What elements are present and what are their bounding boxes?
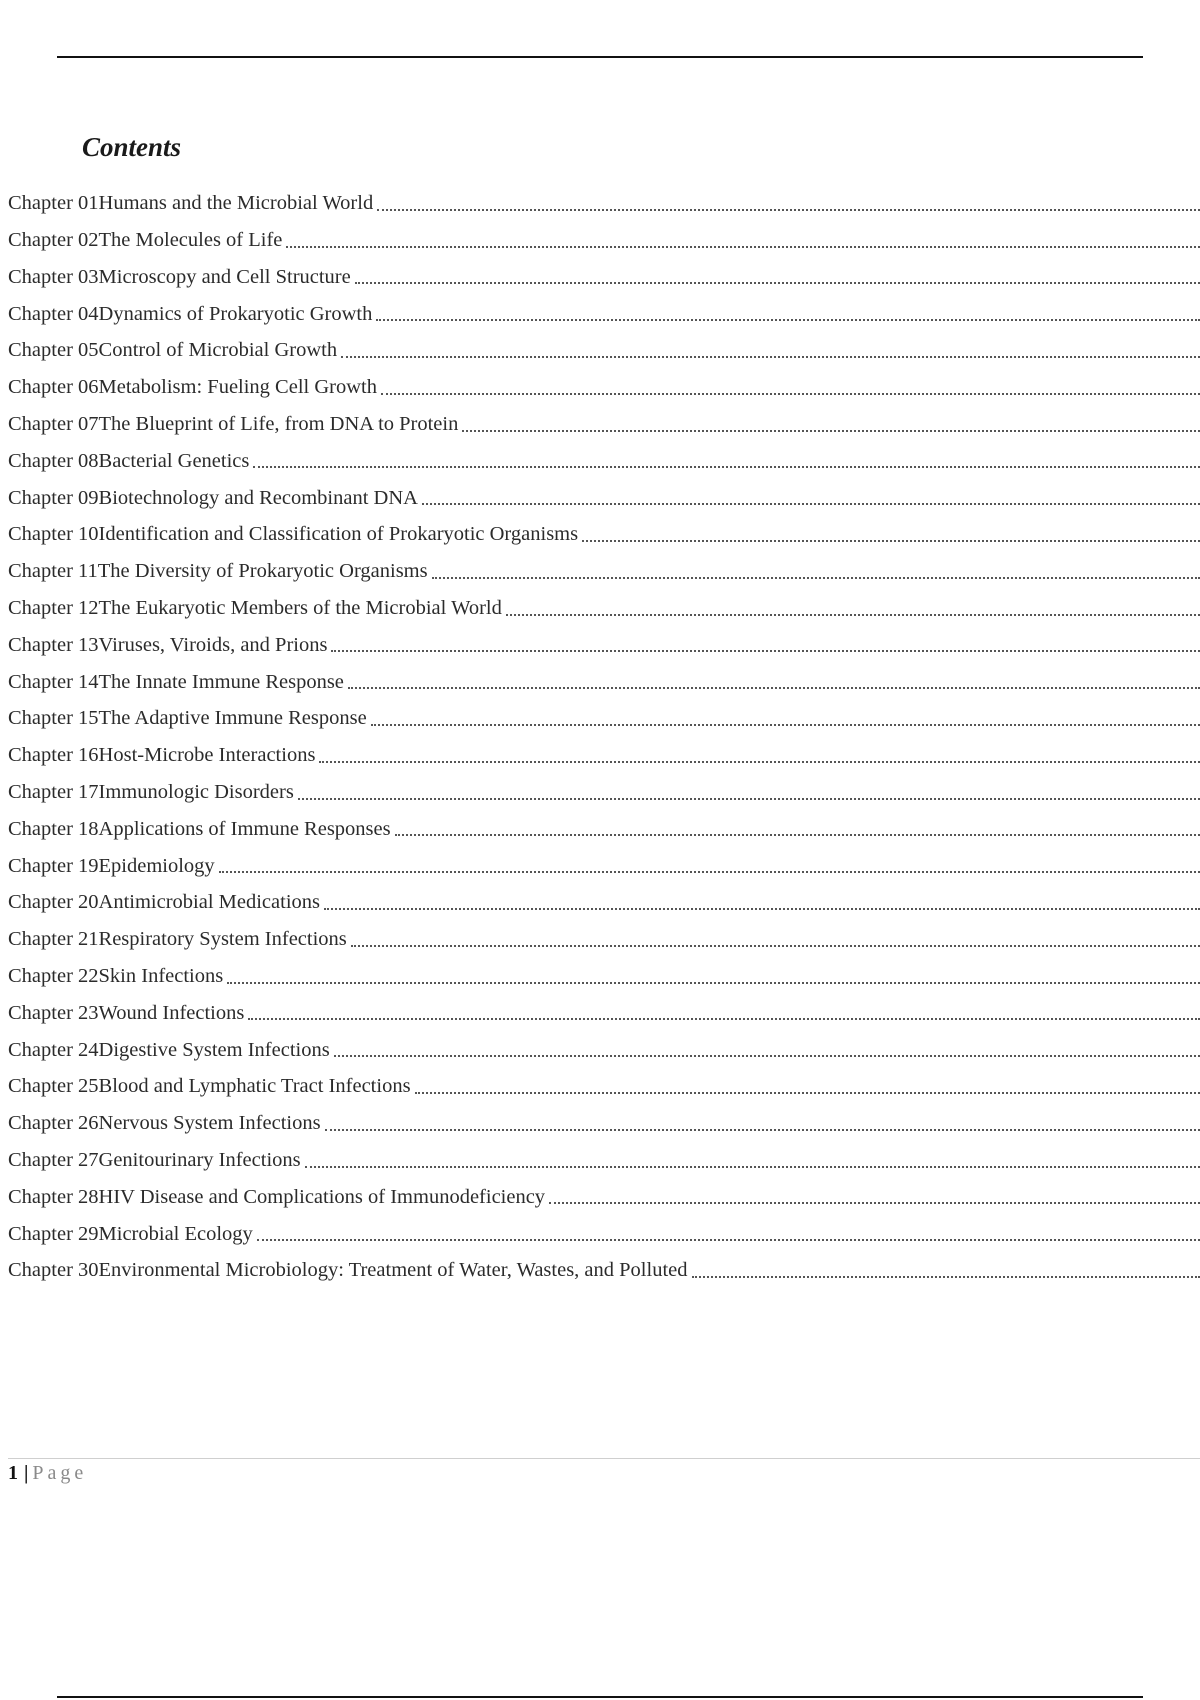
chapter-title: Immunologic Disorders	[98, 781, 294, 804]
toc-entry[interactable]	[8, 331, 1200, 368]
dot-leader	[351, 945, 1200, 947]
chapter-number: Chapter 08	[8, 449, 99, 472]
chapter-title: HIV Disease and Complications of Immunodeficiency	[98, 1185, 546, 1208]
chapter-title: Identification and Classification of Prokaryotic Organisms	[98, 523, 579, 546]
dot-leader	[549, 1202, 1200, 1204]
chapter-title: Skin Infections	[98, 965, 224, 988]
chapter-title: Epidemiology	[98, 854, 215, 877]
chapter-number: Chapter 20	[8, 891, 99, 914]
dot-leader	[286, 246, 1200, 248]
header-rule	[57, 56, 1143, 58]
dot-leader	[219, 871, 1200, 873]
toc-entry[interactable]	[8, 699, 1200, 736]
dot-leader	[377, 209, 1200, 211]
toc-entry[interactable]	[8, 1030, 1200, 1067]
toc-entry-text[interactable]	[8, 1150, 301, 1171]
toc-entry[interactable]	[8, 184, 1200, 221]
dot-leader	[462, 430, 1200, 432]
toc-entry-text[interactable]	[8, 1224, 253, 1245]
toc-entry-text[interactable]	[8, 1113, 321, 1134]
chapter-number: Chapter 23	[8, 1001, 99, 1024]
toc-entry[interactable]	[8, 1178, 1200, 1215]
toc-entry-text[interactable]	[8, 488, 418, 509]
dot-leader	[506, 614, 1200, 616]
toc-entry-text[interactable]	[8, 782, 294, 803]
dot-leader	[324, 908, 1200, 910]
chapter-number: Chapter 21	[8, 928, 99, 951]
chapter-title: The Innate Immune Response	[98, 670, 344, 693]
chapter-number: Chapter 19	[8, 854, 99, 877]
toc-entry[interactable]	[8, 736, 1200, 773]
chapter-number: Chapter 05	[8, 339, 99, 362]
chapter-title: Antimicrobial Medications	[98, 891, 320, 914]
footer-rule	[8, 1458, 1200, 1459]
chapter-title: Wound Infections	[98, 1001, 245, 1024]
page-number: 1	[8, 1462, 18, 1484]
toc-entry[interactable]	[8, 478, 1200, 515]
chapter-title: Viruses, Viroids, and Prions	[98, 633, 328, 656]
toc-entry-text[interactable]	[8, 892, 320, 913]
chapter-title: The Diversity of Prokaryotic Organisms	[97, 560, 428, 583]
dot-leader	[248, 1018, 1200, 1020]
bottom-rule	[57, 1696, 1143, 1698]
chapter-title: Environmental Microbiology: Treatment of Water, Wastes, and Polluted	[98, 1259, 688, 1282]
chapter-number: Chapter 24	[8, 1038, 99, 1061]
dot-leader	[334, 1055, 1200, 1057]
chapter-title: Metabolism: Fueling Cell Growth	[98, 376, 377, 399]
dot-leader	[355, 282, 1200, 284]
dot-leader	[325, 1129, 1200, 1131]
dot-leader	[692, 1276, 1200, 1278]
toc-entry-text[interactable]	[8, 1040, 330, 1061]
chapter-number: Chapter 12	[8, 597, 99, 620]
toc-entry[interactable]	[8, 920, 1200, 957]
chapter-number: Chapter 13	[8, 633, 99, 656]
toc-entry-text[interactable]	[8, 524, 578, 545]
page-footer	[8, 1462, 87, 1485]
toc-entry[interactable]	[8, 957, 1200, 994]
toc-entry[interactable]	[8, 552, 1200, 589]
toc-entry[interactable]	[8, 221, 1200, 258]
chapter-number: Chapter 03	[8, 265, 99, 288]
chapter-title: Dynamics of Prokaryotic Growth	[98, 302, 373, 325]
chapter-title: Biotechnology and Recombinant DNA	[98, 486, 418, 509]
toc-entry-text[interactable]	[8, 745, 315, 766]
toc-entry[interactable]	[8, 515, 1200, 552]
dot-leader	[432, 577, 1200, 579]
dot-leader	[376, 319, 1200, 321]
chapter-title: The Blueprint of Life, from DNA to Protein	[98, 413, 459, 436]
toc-entry[interactable]	[8, 1141, 1200, 1178]
chapter-number: Chapter 11	[8, 560, 98, 583]
toc-entry-text[interactable]	[8, 708, 367, 729]
toc-entry[interactable]	[8, 258, 1200, 295]
chapter-number: Chapter 15	[8, 707, 99, 730]
toc-entry-text[interactable]	[8, 1187, 545, 1208]
chapter-title: Microbial Ecology	[98, 1222, 253, 1245]
chapter-title: Host-Microbe Interactions	[98, 744, 316, 767]
page-label: Page	[32, 1462, 88, 1484]
dot-leader	[257, 1239, 1200, 1241]
chapter-number: Chapter 09	[8, 486, 99, 509]
toc-entry-text[interactable]	[8, 377, 377, 398]
chapter-number: Chapter 14	[8, 670, 99, 693]
toc-entry[interactable]	[8, 846, 1200, 883]
chapter-number: Chapter 04	[8, 302, 99, 325]
toc-entry[interactable]	[8, 1251, 1200, 1288]
chapter-number: Chapter 16	[8, 744, 99, 767]
chapter-number: Chapter 30	[8, 1259, 99, 1282]
chapter-title: Respiratory System Infections	[98, 928, 347, 951]
chapter-number: Chapter 28	[8, 1185, 99, 1208]
toc-entry-text[interactable]	[8, 672, 344, 693]
toc-entry-text[interactable]	[8, 230, 282, 251]
chapter-title: Bacterial Genetics	[98, 449, 250, 472]
toc-entry[interactable]	[8, 810, 1200, 847]
toc-entry[interactable]	[8, 294, 1200, 331]
chapter-title: Control of Microbial Growth	[98, 339, 338, 362]
dot-leader	[331, 650, 1200, 652]
toc-entry-text[interactable]	[8, 1003, 244, 1024]
toc-entry-text[interactable]	[8, 819, 391, 840]
chapter-title: Digestive System Infections	[98, 1038, 330, 1061]
chapter-title: Applications of Immune Responses	[98, 817, 391, 840]
dot-leader	[227, 982, 1200, 984]
toc-entry-text[interactable]	[8, 635, 327, 656]
dot-leader	[582, 540, 1200, 542]
page-separator: |	[24, 1462, 29, 1484]
toc-entry-text[interactable]	[8, 267, 351, 288]
chapter-number: Chapter 25	[8, 1075, 99, 1098]
toc-entry[interactable]	[8, 662, 1200, 699]
chapter-number: Chapter 07	[8, 413, 99, 436]
toc-entry-text[interactable]	[8, 929, 347, 950]
toc-entry[interactable]	[8, 368, 1200, 405]
chapter-number: Chapter 01	[8, 192, 99, 215]
chapter-number: Chapter 22	[8, 965, 99, 988]
toc-entry[interactable]	[8, 589, 1200, 626]
dot-leader	[305, 1166, 1200, 1168]
chapter-title: The Molecules of Life	[98, 229, 283, 252]
toc-entry[interactable]	[8, 1104, 1200, 1141]
toc-list	[8, 184, 1200, 1288]
toc-entry[interactable]	[8, 1067, 1200, 1104]
chapter-title: Blood and Lymphatic Tract Infections	[98, 1075, 411, 1098]
contents-heading: Contents	[82, 132, 182, 162]
chapter-title: The Adaptive Immune Response	[98, 707, 367, 730]
toc-entry[interactable]	[8, 773, 1200, 810]
toc-entry[interactable]	[8, 1214, 1200, 1251]
chapter-number: Chapter 18	[8, 817, 99, 840]
chapter-number: Chapter 02	[8, 229, 99, 252]
chapter-number: Chapter 06	[8, 376, 99, 399]
chapter-title: The Eukaryotic Members of the Microbial World	[98, 597, 502, 620]
toc-entry[interactable]	[8, 994, 1200, 1031]
chapter-title: Microscopy and Cell Structure	[98, 265, 351, 288]
toc-entry-text[interactable]	[8, 304, 372, 325]
dot-leader	[348, 687, 1200, 689]
toc-entry[interactable]	[8, 442, 1200, 479]
chapter-title: Genitourinary Infections	[98, 1149, 301, 1172]
chapter-number: Chapter 29	[8, 1222, 99, 1245]
dot-leader	[319, 761, 1200, 763]
chapter-number: Chapter 17	[8, 781, 99, 804]
toc-entry-text[interactable]	[8, 856, 215, 877]
chapter-number: Chapter 10	[8, 523, 99, 546]
chapter-title: Nervous System Infections	[98, 1112, 321, 1135]
toc-entry-text[interactable]	[8, 340, 337, 361]
chapter-title: Humans and the Microbial World	[98, 192, 374, 215]
toc-entry-text[interactable]	[8, 1260, 688, 1281]
toc-entry-text[interactable]	[8, 414, 458, 435]
toc-entry-text[interactable]	[8, 451, 249, 472]
toc-entry-text[interactable]	[8, 193, 373, 214]
dot-leader	[381, 393, 1200, 395]
toc-entry-text[interactable]	[8, 598, 502, 619]
dot-leader	[422, 503, 1200, 505]
dot-leader	[371, 724, 1200, 726]
toc-entry-text[interactable]	[8, 561, 428, 582]
dot-leader	[298, 798, 1200, 800]
toc-entry-text[interactable]	[8, 966, 223, 987]
dot-leader	[415, 1092, 1200, 1094]
dot-leader	[341, 356, 1200, 358]
toc-entry[interactable]	[8, 883, 1200, 920]
chapter-number: Chapter 27	[8, 1149, 99, 1172]
chapter-number: Chapter 26	[8, 1112, 99, 1135]
toc-entry[interactable]	[8, 405, 1200, 442]
toc-entry[interactable]	[8, 626, 1200, 663]
dot-leader	[253, 466, 1200, 468]
toc-entry-text[interactable]	[8, 1076, 411, 1097]
dot-leader	[395, 834, 1200, 836]
